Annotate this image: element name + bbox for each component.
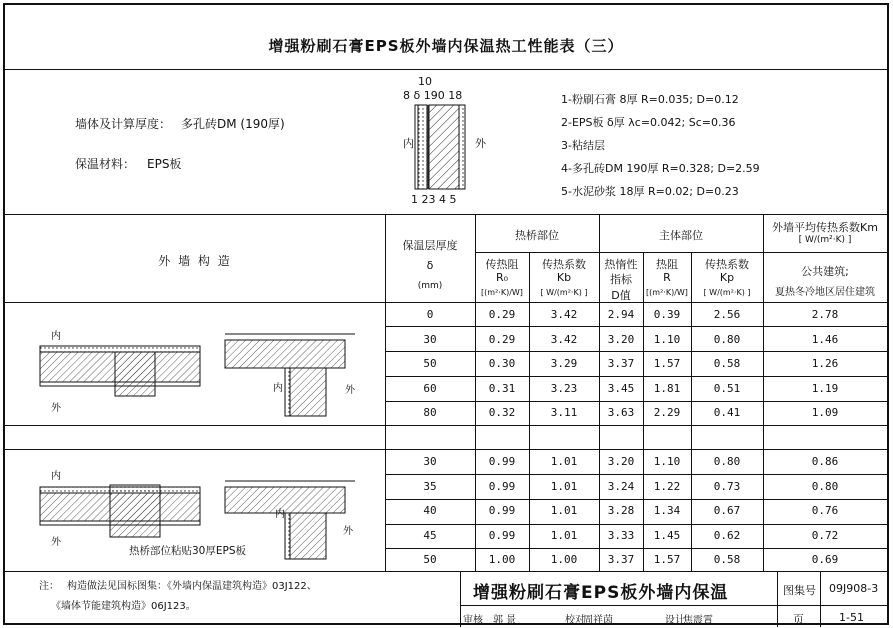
group-divider	[5, 425, 887, 426]
note-line-1: 构造做法见国标图集：《外墙内保温建筑构造》03J122、	[67, 581, 317, 592]
sub-kp-sym: Kp	[719, 271, 735, 284]
page-title: 增强粉刷石膏EPS板外墙内保温热工性能表（三）	[268, 37, 624, 55]
legend-inner: 内	[403, 137, 414, 150]
table-cell: 0.29	[488, 332, 516, 346]
table-cell: 0.80	[811, 479, 839, 493]
thickness-cell: 45	[423, 528, 437, 542]
wall-section-drawing-1	[35, 310, 375, 420]
sign-field: 郭 景	[493, 615, 517, 626]
thickness-cell: 35	[423, 479, 437, 493]
legend-layer-1: 1-粉刷石膏 8厚 R=0.035; D=0.12	[561, 93, 739, 106]
sub-kb-unit: [ W/(m²·K) ]	[540, 288, 588, 297]
row-line	[385, 376, 887, 377]
table-cell: 0.58	[713, 553, 741, 567]
subheader-divider	[475, 252, 887, 253]
wall-label: 墙体及计算厚度：	[75, 117, 172, 131]
title-divider	[5, 69, 887, 70]
table-cell: 1.09	[811, 406, 839, 420]
sub-r0-unit: [(m²·K)/W]	[481, 288, 523, 297]
table-cell: 3.28	[607, 504, 635, 518]
insulation-label: 保温材料：	[75, 157, 136, 171]
table-cell: 1.46	[811, 332, 839, 346]
thickness-cell: 80	[423, 406, 437, 420]
group-header-avg: 外墙平均传热系数Km	[772, 221, 878, 234]
drawing2-inner-label: 内	[51, 471, 61, 482]
legend-layer-4: 4-多孔砖DM 190厚 R=0.328; D=2.59	[561, 162, 760, 175]
atlas-label: 图集号	[783, 584, 816, 597]
note-label: 注：	[39, 581, 59, 592]
table-cell: 0.69	[811, 553, 839, 567]
table-cell: 0.99	[488, 479, 516, 493]
table-cell: 3.24	[607, 479, 635, 493]
drawing1-outer-label: 外	[51, 403, 61, 414]
row-line	[385, 326, 887, 327]
row-line	[385, 499, 887, 500]
table-cell: 1.19	[811, 381, 839, 395]
legend-dim-top: 10	[418, 75, 432, 88]
table-cell: 1.22	[653, 479, 681, 493]
bridge-note: 热桥部位粘贴30厚EPS板	[129, 545, 246, 557]
drawing1-inner-label: 内	[51, 331, 61, 342]
sub-region: 夏热冬冷地区居住建筑	[775, 287, 875, 298]
sign-field: 周祥茵	[583, 615, 613, 626]
table-cell: 0.76	[811, 504, 839, 518]
table-cell: 3.63	[607, 406, 635, 420]
sign-field: 校对	[565, 615, 585, 626]
note-line-2: 《墙体节能建筑构造》06J123。	[51, 601, 196, 612]
table-cell: 0.30	[488, 357, 516, 371]
legend-layer-3: 3-粘结层	[561, 139, 605, 152]
sub-kb: 传热系数	[542, 258, 586, 271]
thickness-cell: 0	[426, 308, 434, 321]
thickness-cell: 40	[423, 504, 437, 518]
table-cell: 0.73	[713, 479, 741, 493]
table-cell: 0.99	[488, 528, 516, 542]
table-cell: 1.01	[550, 504, 578, 518]
page-label: 页	[793, 613, 804, 626]
group-header-main: 主体部位	[659, 229, 703, 242]
sub-kp: 传热系数	[705, 258, 749, 271]
footer-title: 增强粉刷石膏EPS板外墙内保温	[473, 583, 729, 603]
table-cell: 2.78	[811, 308, 839, 321]
sign-field: 焦震霄	[683, 615, 713, 626]
header-divider	[5, 302, 887, 303]
table-cell: 0.31	[488, 381, 516, 395]
footer-divider	[5, 571, 887, 572]
table-cell: 1.34	[653, 504, 681, 518]
col-header-thickness-symbol: δ	[426, 259, 434, 272]
sub-r0-sym: R₀	[495, 271, 509, 284]
table-cell: 3.42	[550, 332, 578, 346]
legend-outer: 外	[475, 137, 486, 150]
insulation-value: EPS板	[147, 157, 182, 171]
table-cell: 0.67	[713, 504, 741, 518]
table-cell: 3.29	[550, 357, 578, 371]
sub-d3: D值	[611, 289, 631, 302]
sub-d1: 热惰性	[604, 258, 638, 271]
row-line	[385, 524, 887, 525]
table-cell: 1.10	[653, 332, 681, 346]
thickness-cell: 50	[423, 357, 437, 371]
sub-r: 热阻	[656, 258, 678, 271]
sub-kb-sym: Kb	[556, 271, 572, 284]
col-header-wall: 外 墙 构 造	[158, 254, 232, 268]
info-divider	[5, 214, 887, 215]
table-cell: 0.86	[811, 455, 839, 468]
sub-d2: 指标	[610, 273, 632, 286]
table-cell: 3.33	[607, 528, 635, 542]
row-line	[385, 401, 887, 402]
table-cell: 0.41	[713, 406, 741, 420]
col-header-thickness-unit: (mm)	[417, 281, 443, 291]
table-cell: 3.45	[607, 381, 635, 395]
table-cell: 1.10	[653, 455, 681, 468]
drawing1-inner-label-2: 内	[273, 383, 283, 394]
table-cell: 3.37	[607, 357, 635, 371]
table-cell: 0.62	[713, 528, 741, 542]
table-cell: 0.80	[713, 455, 741, 468]
table-cell: 0.51	[713, 381, 741, 395]
table-cell: 1.57	[653, 357, 681, 371]
group-divider	[5, 449, 887, 450]
table-cell: 0.58	[713, 357, 741, 371]
table-cell: 3.11	[550, 406, 578, 420]
drawing1-outer-label-2: 外	[345, 385, 355, 396]
row-line	[385, 548, 887, 549]
table-cell: 0.39	[653, 308, 681, 321]
sub-r0: 传热阻	[485, 258, 519, 271]
legend-layer-2: 2-EPS板 δ厚 λc=0.042; Sc=0.36	[561, 116, 736, 129]
table-cell: 0.99	[488, 504, 516, 518]
table-cell: 0.32	[488, 406, 516, 420]
sign-divider	[460, 605, 887, 606]
table-cell: 1.00	[550, 553, 578, 567]
table-cell: 2.56	[713, 308, 741, 321]
table-cell: 3.20	[607, 455, 635, 468]
table-cell: 0.72	[811, 528, 839, 542]
table-cell: 0.99	[488, 455, 516, 468]
table-cell: 1.01	[550, 479, 578, 493]
atlas-number: 09J908-3	[829, 582, 879, 595]
thickness-cell: 30	[423, 332, 437, 346]
table-cell: 2.29	[653, 406, 681, 420]
table-cell: 3.37	[607, 553, 635, 567]
sub-r-sym: R	[663, 271, 671, 284]
table-cell: 1.26	[811, 357, 839, 371]
sign-field: 设计	[665, 615, 685, 626]
table-cell: 1.45	[653, 528, 681, 542]
thickness-cell: 50	[423, 553, 437, 567]
row-line	[385, 351, 887, 352]
table-cell: 1.57	[653, 553, 681, 567]
drawing2-outer-label: 外	[51, 537, 61, 548]
sub-public: 公共建筑;	[801, 265, 849, 278]
table-cell: 3.42	[550, 308, 578, 321]
table-cell: 3.20	[607, 332, 635, 346]
thickness-cell: 60	[423, 381, 437, 395]
page-number: 1-51	[839, 611, 864, 624]
table-cell: 1.81	[653, 381, 681, 395]
table-cell: 1.00	[488, 553, 516, 567]
wall-layers-drawing	[413, 103, 473, 191]
sub-r-unit: [(m²·K)/W]	[646, 288, 688, 297]
table-cell: 1.01	[550, 528, 578, 542]
table-cell: 0.80	[713, 332, 741, 346]
table-cell: 2.94	[607, 308, 635, 321]
legend-layer-numbers: 1 23 4 5	[411, 193, 457, 206]
sign-field: 审核	[463, 615, 483, 626]
row-line	[385, 474, 887, 475]
wall-value: 多孔砖DM (190厚)	[181, 117, 285, 131]
legend-layer-5: 5-水泥砂浆 18厚 R=0.02; D=0.23	[561, 185, 739, 198]
sub-kp-unit: [ W/(m²·K) ]	[703, 288, 751, 297]
group-header-bridge: 热桥部位	[515, 229, 559, 242]
drawing2-inner-label-2: 内	[275, 509, 285, 520]
table-cell: 3.23	[550, 381, 578, 395]
col-header-thickness: 保温层厚度	[402, 239, 458, 252]
drawing2-outer-label-2: 外	[343, 526, 353, 537]
table-cell: 1.01	[550, 455, 578, 468]
thickness-cell: 30	[423, 455, 437, 468]
legend-dims: 8 δ 190 18	[403, 89, 463, 102]
drawing-sheet	[3, 3, 889, 625]
group-header-avg-unit: [ W/(m²·K) ]	[798, 235, 852, 245]
table-cell: 0.29	[488, 308, 516, 321]
